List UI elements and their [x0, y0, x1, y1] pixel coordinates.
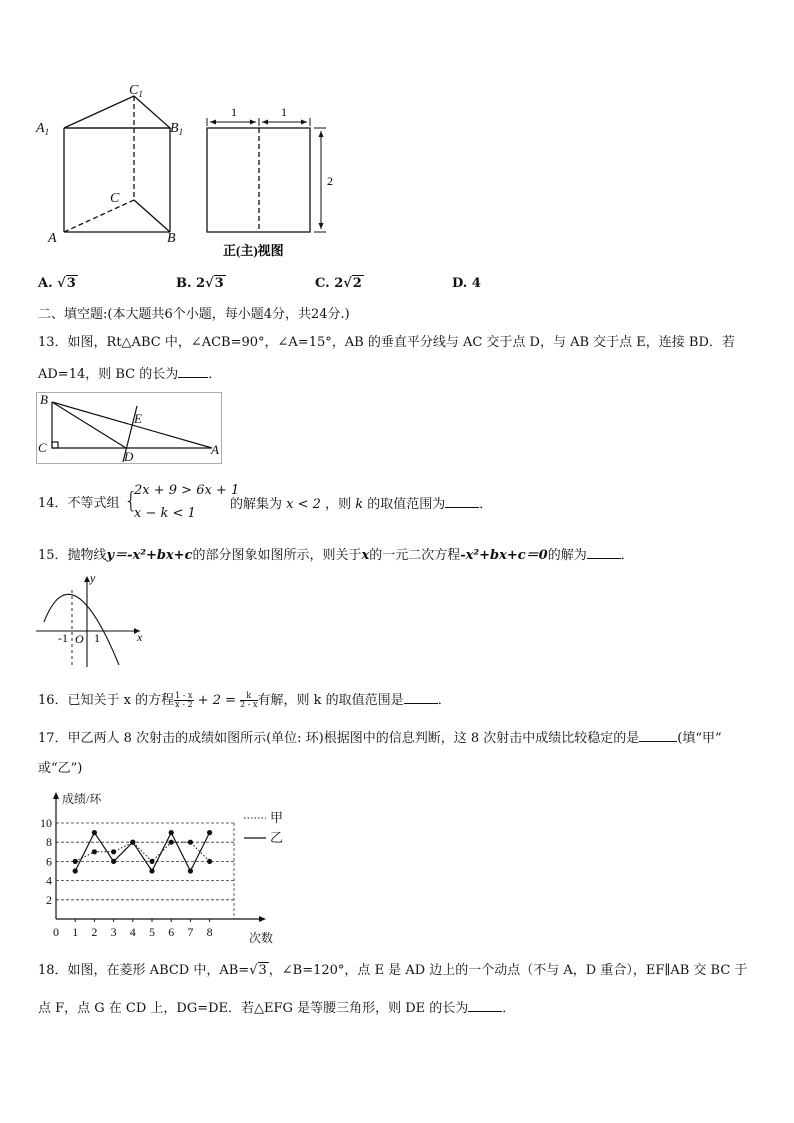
hidden-edge-ac: [64, 200, 134, 232]
x-tick-label: 2: [91, 925, 98, 939]
dim-top-right: 1: [281, 105, 287, 119]
y-tick-label: 4: [46, 873, 52, 888]
q17-line1: 17．甲乙两人 8 次射击的成绩如图所示(单位: 环)根据图中的信息判断，这 8 次射击中成绩比较稳定的是 (填“甲”: [38, 731, 722, 746]
data-point: [92, 849, 97, 854]
legend-label: 甲: [270, 810, 284, 825]
label-a1: $A_1$: [36, 121, 50, 137]
q17-line-chart: [36, 786, 306, 948]
q16: 16．已知关于 x 的方程 $\frac{1 - x}{x - 2}$ + 2 = $\frac{k}{2 - x}$ 有解，则 k 的取值范围是 ．: [38, 691, 451, 709]
q18-line1: 18．如图，在菱形 ABCD 中，AB=√3 ，∠B=120°，点 E 是 AD 边上的一个动点（不与 A，D 重合），EF∥AB 交 BC 于: [38, 963, 748, 978]
q14-ineq2: x − k < 1: [134, 506, 196, 521]
data-point: [169, 840, 174, 845]
q15: 15．抛物线y＝-x²+bx+c的部分图象如图所示，则关于x的一元二次方程-x²+bx+c＝0的解为 ．: [38, 548, 634, 563]
q15-tick-neg1: -1: [58, 631, 68, 645]
q15-axis-x: x: [137, 630, 143, 644]
data-point: [149, 868, 154, 873]
q15-axis-y: y: [90, 571, 96, 585]
label-c1: $C_1$: [129, 83, 143, 99]
q16-answer-blank[interactable]: [404, 691, 438, 704]
x-axis-arrow: [259, 916, 266, 922]
q15-answer-blank[interactable]: [587, 546, 621, 559]
q13-label-e: E: [134, 411, 142, 426]
dim-top-left: 1: [231, 105, 237, 119]
data-point: [111, 849, 116, 854]
q12-option-c: C. 2√2: [315, 276, 362, 291]
data-point: [130, 840, 135, 845]
chart-series: [73, 830, 213, 874]
x-tick-label: 4: [129, 925, 136, 939]
y-tick-label: 6: [46, 854, 52, 869]
y-axis-title: 成绩/环: [62, 792, 102, 806]
y-tick-label: 10: [40, 816, 52, 830]
q16-fraction-2: $\frac{k}{2 - x}$: [240, 691, 258, 709]
q15-tick-1: 1: [94, 631, 100, 645]
front-view-caption: 正(主)视图: [223, 243, 284, 258]
x-tick-label: 7: [187, 925, 194, 939]
x-tick-label: 5: [149, 925, 155, 939]
q15-origin: O: [75, 632, 84, 646]
x-tick-label: 1: [72, 925, 79, 939]
data-point: [92, 830, 97, 835]
data-point: [188, 868, 193, 873]
legend-label: 乙: [270, 830, 284, 845]
front-view: [207, 118, 326, 232]
parabola-curve: [44, 594, 119, 665]
label-b: B: [167, 231, 176, 246]
label-c: C: [110, 191, 120, 206]
data-point: [73, 859, 78, 864]
q13-line2: AD=14，则 BC 的长为 ．: [38, 367, 222, 382]
y-tick-label: 2: [46, 892, 52, 907]
q14-ineq1: 2x + 9 > 6x + 1: [134, 483, 240, 498]
x-tick-label: 8: [206, 925, 213, 939]
x-tick-label: 6: [168, 925, 175, 939]
prism-figure: [34, 80, 364, 265]
prism-top-face: [64, 96, 170, 128]
section-2-header: [38, 306, 350, 324]
q13-label-d: D: [124, 449, 134, 464]
q15-parabola-figure: [36, 570, 152, 670]
label-a: A: [48, 231, 57, 246]
y-axis-arrow: [53, 792, 59, 799]
q13-figure: [36, 392, 222, 464]
q17-answer-blank[interactable]: [639, 729, 677, 742]
y-tick-label: 8: [46, 835, 52, 850]
x-tick-label: 3: [110, 925, 117, 939]
data-point: [111, 859, 116, 864]
data-point: [207, 830, 212, 835]
q12-option-a: A. √3: [38, 276, 76, 291]
x-tick-label: 0: [53, 925, 59, 939]
q13-label-c: C: [38, 440, 47, 455]
label-b1: $B_1$: [170, 121, 184, 137]
q17-line2: 或“乙”): [38, 761, 83, 776]
q18-line2: 点 F，点 G 在 CD 上，DG=DE．若△EFG 是等腰三角形，则 DE 的长为 ．: [38, 1001, 516, 1016]
q14-answer-blank[interactable]: [445, 495, 479, 508]
q12-option-b: B. 2√3: [176, 276, 224, 291]
q13-label-a: A: [211, 442, 219, 457]
data-point: [207, 859, 212, 864]
data-point: [149, 859, 154, 864]
x-axis-title: 次数: [249, 931, 274, 945]
section-2-title: 二、填空题:: [38, 307, 108, 322]
q16-fraction-1: $\frac{1 - x}{x - 2}$: [175, 691, 193, 709]
q18-answer-blank[interactable]: [468, 999, 502, 1012]
dim-side: 2: [327, 174, 333, 188]
q13-label-b: B: [40, 392, 48, 407]
prism-drawing: [64, 96, 170, 232]
q12-option-d: D. 4: [452, 276, 481, 291]
q13-line1: 13．如图，Rt△ABC 中，∠ACB=90°，∠A=15°，AB 的垂直平分线与 AC 交于点 D，与 AB 交于点 E，连接 BD．若: [38, 335, 735, 350]
data-point: [169, 830, 174, 835]
data-point: [188, 840, 193, 845]
q13-answer-blank[interactable]: [178, 365, 208, 378]
data-point: [73, 868, 78, 873]
chart-legend: [244, 810, 283, 845]
section-2-desc: (本大题共6个小题，每小题4分，共24分.): [107, 307, 350, 322]
